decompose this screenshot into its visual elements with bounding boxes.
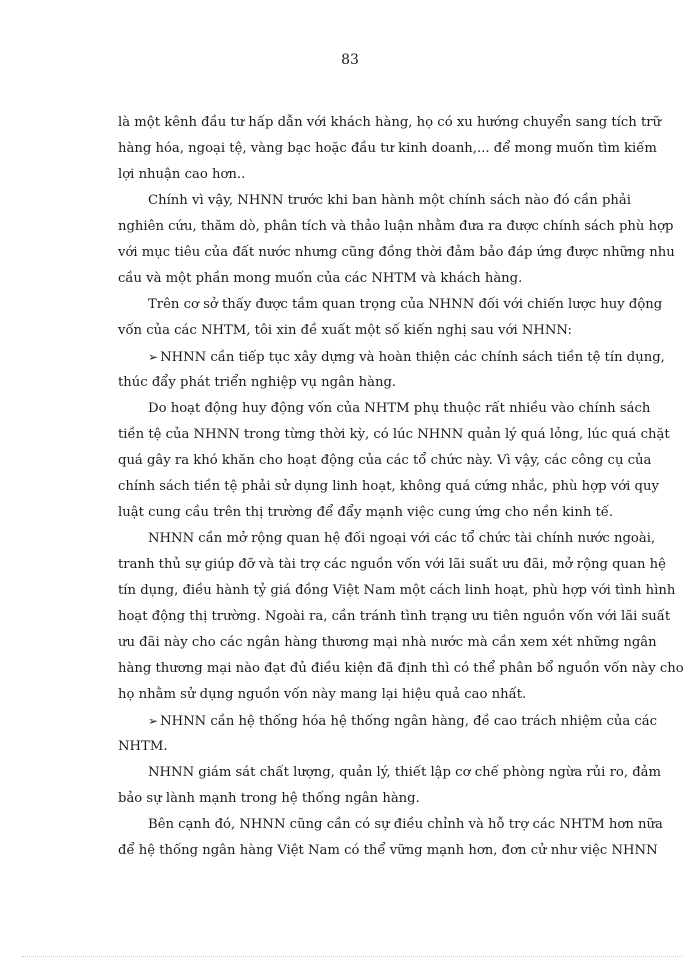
text-line: Bên cạnh đó, NHNN cũng cần có sự điều chỉnh và hỗ trợ các NHTM hơn nữa [148,817,663,832]
text-line: ưu đãi này cho các ngân hàng thương mại nhà nước mà cần xem xét những ngân [118,635,657,650]
text-line: để hệ thống ngân hàng Việt Nam có thể vững mạnh hơn, đơn cử như việc NHNN [118,843,658,858]
arrow-bullet-icon: ➢ [148,714,159,728]
text-line: thúc đẩy phát triển nghiệp vụ ngân hàng. [118,375,397,390]
text-line: vốn của các NHTM, tôi xin đề xuất một số kiến nghị sau với NHNN: [118,323,572,338]
text-line: là một kênh đầu tư hấp dẫn với khách hàng, họ có xu hướng chuyển sang tích trữ [118,115,662,130]
text-line: NHNN giám sát chất lượng, quản lý, thiết lập cơ chế phòng ngừa rủi ro, đảm [148,765,662,780]
text-line: lợi nhuận cao hơn.. [118,167,246,182]
text-line: tín dụng, điều hành tỷ giá đồng Việt Nam một cách linh hoạt, phù hợp với tình hình [118,583,676,598]
page-bottom-divider [22,956,682,957]
text-line: hoạt động thị trường. Ngoài ra, cần tránh tình trạng ưu tiên nguồn vốn với lãi suất [118,609,671,624]
text-line: với mục tiêu của đất nước nhưng cũng đồng thời đảm bảo đáp ứng được những nhu [118,245,675,260]
bullet-line [148,349,665,366]
text-line: chính sách tiền tệ phải sử dụng linh hoạt, không quá cứng nhắc, phù hợp với quy [118,479,659,494]
text-line: tranh thủ sự giúp đỡ và tài trợ các nguồn vốn với lãi suất ưu đãi, mở rộng quan hệ [118,557,666,572]
text-line: họ nhằm sử dụng nguồn vốn này mang lại hiệu quả cao nhất. [118,687,527,702]
bullet-line [148,713,658,730]
arrow-bullet-icon: ➢ [148,350,159,364]
text-line: Chính vì vậy, NHNN trước khi ban hành một chính sách nào đó cần phải [148,193,631,208]
text-line: NHNN cần mở rộng quan hệ đối ngoại với các tổ chức tài chính nước ngoài, [148,531,656,546]
text-line: tiền tệ của NHNN trong từng thời kỳ, có lúc NHNN quản lý quá lỏng, lúc quá chặt [118,427,670,442]
text-line: Trên cơ sở thấy được tầm quan trọng của NHNN đối với chiến lược huy động [148,297,663,312]
bullet-text: NHNN cần tiếp tục xây dựng và hoàn thiện các chính sách tiền tệ tín dụng, [160,350,665,365]
text-line: hàng thương mại nào đạt đủ điều kiện đã định thì có thể phân bổ nguồn vốn này cho [118,661,684,676]
text-line: cầu và một phần mong muốn của các NHTM và khách hàng. [118,271,523,286]
page-number: 83 [341,52,359,68]
text-line: luật cung cầu trên thị trường để đẩy mạnh việc cung ứng cho nền kinh tế. [118,505,614,520]
text-line: bảo sự lành mạnh trong hệ thống ngân hàng. [118,791,420,806]
text-line: hàng hóa, ngoại tệ, vàng bạc hoặc đầu tư kinh doanh,... để mong muốn tìm kiếm [118,141,657,156]
text-line: NHTM. [118,739,168,754]
text-line: Do hoạt động huy động vốn của NHTM phụ thuộc rất nhiều vào chính sách [148,401,651,416]
bullet-text: NHNN cần hệ thống hóa hệ thống ngân hàng, đề cao trách nhiệm của các [160,714,658,729]
text-line: nghiên cứu, thăm dò, phân tích và thảo luận nhằm đưa ra được chính sách phù hợp [118,219,674,234]
text-line: quá gây ra khó khăn cho hoạt động của các tổ chức này. Vì vậy, các công cụ của [118,453,652,468]
